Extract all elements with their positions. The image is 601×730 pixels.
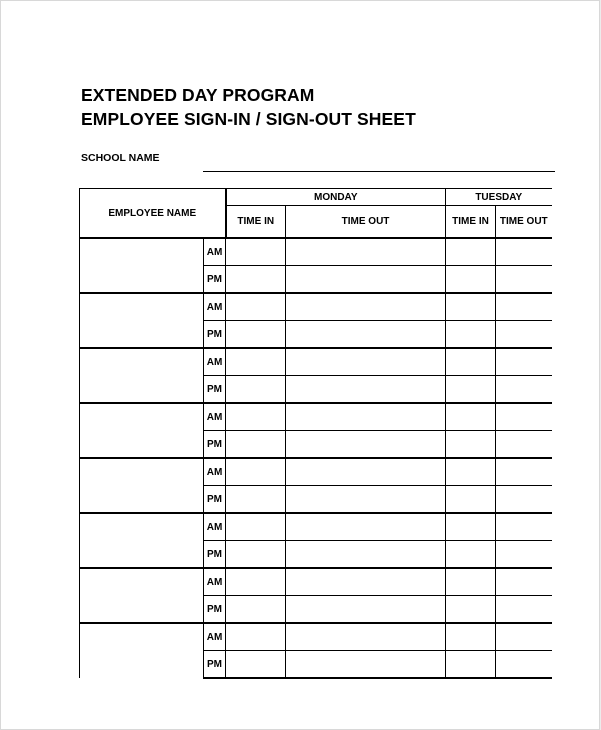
- monday-pm-time-in-cell[interactable]: [226, 321, 286, 349]
- table-row: [80, 458, 552, 486]
- day-header-tuesday: TUESDAY: [446, 189, 552, 206]
- tuesday-am-time-out-cell[interactable]: [496, 348, 552, 376]
- tuesday-time-in-header: TIME IN: [446, 206, 496, 239]
- tuesday-am-time-in-cell[interactable]: [446, 293, 496, 321]
- table-row: [80, 238, 552, 266]
- monday-am-time-in-cell[interactable]: [226, 403, 286, 431]
- tuesday-am-time-in-cell[interactable]: [446, 348, 496, 376]
- tuesday-pm-time-in-cell[interactable]: [446, 596, 496, 624]
- monday-time-in-header: TIME IN: [226, 206, 286, 239]
- monday-pm-time-out-cell[interactable]: [286, 266, 446, 294]
- monday-pm-time-out-cell[interactable]: [286, 541, 446, 569]
- monday-am-time-in-cell[interactable]: [226, 238, 286, 266]
- tuesday-pm-time-in-cell[interactable]: [446, 431, 496, 459]
- am-label: AM: [204, 623, 226, 651]
- employee-name-cell[interactable]: [80, 568, 204, 623]
- tuesday-pm-time-in-cell[interactable]: [446, 266, 496, 294]
- monday-time-out-header: TIME OUT: [286, 206, 446, 239]
- monday-am-time-out-cell[interactable]: [286, 403, 446, 431]
- am-label: AM: [204, 513, 226, 541]
- school-name-label: SCHOOL NAME: [81, 152, 160, 164]
- monday-am-time-out-cell[interactable]: [286, 513, 446, 541]
- pm-label: PM: [204, 321, 226, 349]
- am-label: AM: [204, 568, 226, 596]
- monday-am-time-in-cell[interactable]: [226, 623, 286, 651]
- tuesday-am-time-in-cell[interactable]: [446, 568, 496, 596]
- employee-name-cell[interactable]: [80, 238, 204, 293]
- tuesday-am-time-in-cell[interactable]: [446, 623, 496, 651]
- monday-am-time-in-cell[interactable]: [226, 513, 286, 541]
- employee-name-header: EMPLOYEE NAME: [80, 189, 226, 239]
- tuesday-pm-time-in-cell[interactable]: [446, 486, 496, 514]
- sign-in-table: [79, 188, 552, 679]
- monday-am-time-in-cell[interactable]: [226, 568, 286, 596]
- table-row: [80, 403, 552, 431]
- monday-am-time-out-cell[interactable]: [286, 293, 446, 321]
- tuesday-pm-time-out-cell[interactable]: [496, 486, 552, 514]
- monday-pm-time-in-cell[interactable]: [226, 376, 286, 404]
- pm-label: PM: [204, 376, 226, 404]
- tuesday-pm-time-out-cell[interactable]: [496, 321, 552, 349]
- tuesday-pm-time-out-cell[interactable]: [496, 651, 552, 679]
- tuesday-pm-time-out-cell[interactable]: [496, 266, 552, 294]
- monday-am-time-in-cell[interactable]: [226, 458, 286, 486]
- monday-pm-time-in-cell[interactable]: [226, 651, 286, 679]
- tuesday-pm-time-out-cell[interactable]: [496, 541, 552, 569]
- employee-name-cell[interactable]: [80, 293, 204, 348]
- employee-name-cell[interactable]: [80, 623, 204, 678]
- employee-name-cell[interactable]: [80, 513, 204, 568]
- monday-am-time-out-cell[interactable]: [286, 458, 446, 486]
- tuesday-pm-time-out-cell[interactable]: [496, 431, 552, 459]
- table-row: [80, 513, 552, 541]
- monday-pm-time-out-cell[interactable]: [286, 431, 446, 459]
- monday-pm-time-out-cell[interactable]: [286, 651, 446, 679]
- monday-pm-time-in-cell[interactable]: [226, 596, 286, 624]
- tuesday-pm-time-out-cell[interactable]: [496, 596, 552, 624]
- am-label: AM: [204, 293, 226, 321]
- am-label: AM: [204, 348, 226, 376]
- am-label: AM: [204, 238, 226, 266]
- sign-in-sheet: [79, 188, 601, 670]
- pm-label: PM: [204, 431, 226, 459]
- monday-am-time-out-cell[interactable]: [286, 348, 446, 376]
- day-header-monday: MONDAY: [226, 189, 446, 206]
- pm-label: PM: [204, 266, 226, 294]
- am-label: AM: [204, 403, 226, 431]
- table-row: [80, 348, 552, 376]
- tuesday-time-out-header: TIME OUT: [496, 206, 552, 239]
- monday-am-time-out-cell[interactable]: [286, 238, 446, 266]
- employee-name-cell[interactable]: [80, 403, 204, 458]
- table-row: [80, 568, 552, 596]
- title-line-2: EMPLOYEE SIGN-IN / SIGN-OUT SHEET: [81, 109, 416, 129]
- monday-am-time-in-cell[interactable]: [226, 293, 286, 321]
- tuesday-am-time-out-cell[interactable]: [496, 623, 552, 651]
- tuesday-am-time-in-cell[interactable]: [446, 238, 496, 266]
- tuesday-pm-time-in-cell[interactable]: [446, 321, 496, 349]
- tuesday-am-time-out-cell[interactable]: [496, 238, 552, 266]
- tuesday-am-time-in-cell[interactable]: [446, 513, 496, 541]
- tuesday-pm-time-out-cell[interactable]: [496, 376, 552, 404]
- pm-label: PM: [204, 596, 226, 624]
- monday-pm-time-in-cell[interactable]: [226, 431, 286, 459]
- school-name-field[interactable]: [203, 171, 555, 172]
- tuesday-pm-time-in-cell[interactable]: [446, 651, 496, 679]
- tuesday-am-time-out-cell[interactable]: [496, 293, 552, 321]
- tuesday-am-time-out-cell[interactable]: [496, 568, 552, 596]
- pm-label: PM: [204, 541, 226, 569]
- monday-pm-time-out-cell[interactable]: [286, 376, 446, 404]
- monday-pm-time-out-cell[interactable]: [286, 596, 446, 624]
- am-label: AM: [204, 458, 226, 486]
- monday-am-time-out-cell[interactable]: [286, 568, 446, 596]
- monday-pm-time-in-cell[interactable]: [226, 486, 286, 514]
- monday-pm-time-in-cell[interactable]: [226, 266, 286, 294]
- tuesday-pm-time-in-cell[interactable]: [446, 376, 496, 404]
- monday-pm-time-out-cell[interactable]: [286, 486, 446, 514]
- monday-pm-time-in-cell[interactable]: [226, 541, 286, 569]
- table-row: [80, 293, 552, 321]
- tuesday-pm-time-in-cell[interactable]: [446, 541, 496, 569]
- pm-label: PM: [204, 486, 226, 514]
- pm-label: PM: [204, 651, 226, 679]
- monday-am-time-out-cell[interactable]: [286, 623, 446, 651]
- employee-name-cell[interactable]: [80, 458, 204, 513]
- title-line-1: EXTENDED DAY PROGRAM: [81, 85, 315, 105]
- monday-pm-time-out-cell[interactable]: [286, 321, 446, 349]
- employee-name-cell[interactable]: [80, 348, 204, 403]
- tuesday-am-time-in-cell[interactable]: [446, 458, 496, 486]
- monday-am-time-in-cell[interactable]: [226, 348, 286, 376]
- tuesday-am-time-out-cell[interactable]: [496, 513, 552, 541]
- tuesday-am-time-out-cell[interactable]: [496, 458, 552, 486]
- table-row: [80, 623, 552, 651]
- tuesday-am-time-out-cell[interactable]: [496, 403, 552, 431]
- tuesday-am-time-in-cell[interactable]: [446, 403, 496, 431]
